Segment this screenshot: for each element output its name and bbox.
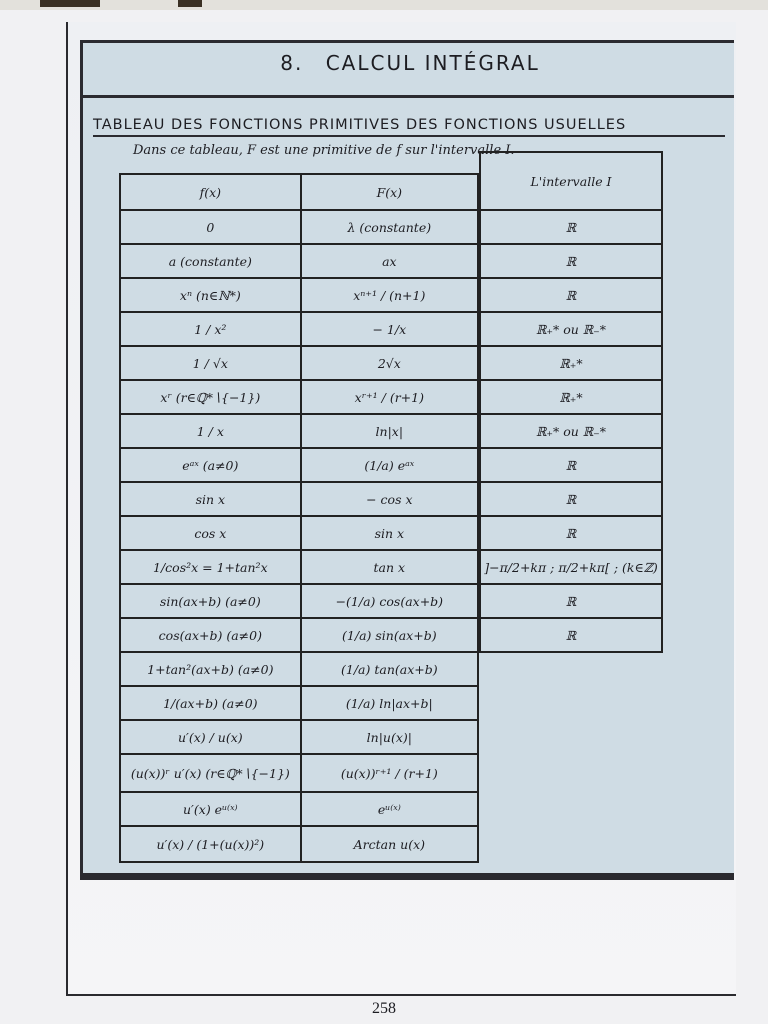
interval-row [480,414,662,448]
table-row [120,754,478,792]
scan-edge-mark [40,0,100,7]
cell-interval: ℝ [480,516,662,550]
table-row [120,826,478,862]
scan-edge-mark [178,0,202,7]
table-row [120,618,478,652]
cell-interval: ℝ [480,244,662,278]
table-row [120,516,478,550]
cell-function: 0 [120,210,301,244]
cell-function: u′(x) eᵘ⁽ˣ⁾ [120,792,301,826]
cell-function: xⁿ (n∈ℕ*) [120,278,301,312]
table-row [120,482,478,516]
interval-row [480,550,662,584]
table-row [120,720,478,754]
cell-primitive: tan x [301,550,478,584]
interval-row [480,210,662,244]
cell-function: 1 / x [120,414,301,448]
cell-function: (u(x))ʳ u′(x) (r∈ℚ*∖{−1}) [120,754,301,792]
interval-row [480,244,662,278]
table-row [120,652,478,686]
cell-function: 1/(ax+b) (a≠0) [120,686,301,720]
interval-row [480,346,662,380]
top-strip [0,0,768,10]
interval-row [480,380,662,414]
table-row [120,312,478,346]
interval-row [480,482,662,516]
page-number: 258 [372,1000,396,1017]
table-row [120,210,478,244]
chapter-number: 8. [280,51,304,75]
cell-interval: ℝ₊* [480,380,662,414]
cell-interval: ℝ [480,618,662,652]
table-row [120,686,478,720]
cell-primitive: − 1/x [301,312,478,346]
cell-interval: ℝ [480,278,662,312]
table-row [120,792,478,826]
cell-primitive: −(1/a) cos(ax+b) [301,584,478,618]
interval-row [480,516,662,550]
cell-primitive: ln|u(x)| [301,720,478,754]
table-row [120,244,478,278]
cell-interval: ℝ [480,448,662,482]
header-interval: L'intervalle I [480,152,662,210]
table-row [120,380,478,414]
content-panel [80,40,734,880]
cell-function: u′(x) / (1+(u(x))²) [120,826,301,862]
cell-interval: ℝ₊* [480,346,662,380]
cell-function: 1/cos²x = 1+tan²x [120,550,301,584]
cell-primitive: ln|x| [301,414,478,448]
cell-function: 1 / x² [120,312,301,346]
cell-function: sin x [120,482,301,516]
table-header-row [120,174,478,210]
cell-primitive: 2√x [301,346,478,380]
interval-row [480,312,662,346]
table-row [120,448,478,482]
interval-header-row [480,152,662,210]
cell-interval: ]−π/2+kπ ; π/2+kπ[ ; (k∈ℤ) [480,550,662,584]
primitives-table [119,173,479,863]
cell-primitive: (1/a) ln|ax+b| [301,686,478,720]
interval-row [480,584,662,618]
cell-interval: ℝ [480,584,662,618]
cell-function: 1 / √x [120,346,301,380]
cell-primitive: sin x [301,516,478,550]
cell-function: a (constante) [120,244,301,278]
cell-primitive: (1/a) sin(ax+b) [301,618,478,652]
cell-primitive: eᵘ⁽ˣ⁾ [301,792,478,826]
intro-text: Dans ce tableau, F est une primitive de f sur l'intervalle I. [133,143,515,158]
interval-row [480,278,662,312]
cell-function: cos x [120,516,301,550]
table-row [120,346,478,380]
interval-table-body [480,210,662,652]
cell-primitive: (1/a) eᵃˣ [301,448,478,482]
header-F: F(x) [301,174,478,210]
cell-interval: ℝ₊* ou ℝ₋* [480,414,662,448]
interval-row [480,448,662,482]
table-row [120,550,478,584]
cell-function: cos(ax+b) (a≠0) [120,618,301,652]
table-subtitle: TABLEAU DES FONCTIONS PRIMITIVES DES FONCTIONS USUELLES [93,117,725,137]
header-f: f(x) [120,174,301,210]
cell-function: u′(x) / u(x) [120,720,301,754]
cell-function: 1+tan²(ax+b) (a≠0) [120,652,301,686]
cell-primitive: xⁿ⁺¹ / (n+1) [301,278,478,312]
cell-primitive: xʳ⁺¹ / (r+1) [301,380,478,414]
chapter-title: CALCUL INTÉGRAL [325,51,540,75]
banner-divider [83,95,734,98]
table-row [120,414,478,448]
cell-primitive: − cos x [301,482,478,516]
cell-interval: ℝ [480,482,662,516]
interval-table [479,151,663,653]
table-row [120,584,478,618]
cell-primitive: Arctan u(x) [301,826,478,862]
cell-interval: ℝ [480,210,662,244]
table-row [120,278,478,312]
cell-primitive: (1/a) tan(ax+b) [301,652,478,686]
cell-primitive: ax [301,244,478,278]
chapter-heading [83,51,737,75]
primitives-table-body [120,210,478,862]
cell-primitive: λ (constante) [301,210,478,244]
cell-primitive: (u(x))ʳ⁺¹ / (r+1) [301,754,478,792]
cell-function: xʳ (r∈ℚ*∖{−1}) [120,380,301,414]
interval-row [480,618,662,652]
cell-function: eᵃˣ (a≠0) [120,448,301,482]
cell-function: sin(ax+b) (a≠0) [120,584,301,618]
cell-interval: ℝ₊* ou ℝ₋* [480,312,662,346]
